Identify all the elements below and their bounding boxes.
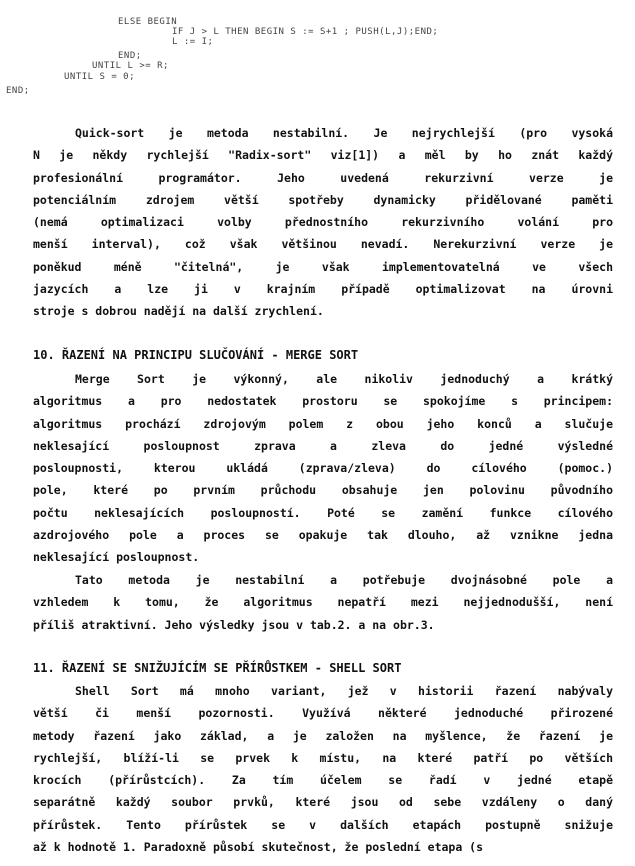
text-line: větší či menší pozornosti. Využívá některé jednoduché přirozené [33,706,613,721]
paragraph-merge-sort [33,368,613,569]
text-line: profesionální programátor. Jeho uvedená rekurzivní verze je [33,170,613,185]
section-heading-merge-sort: 10. ŘAZENÍ NA PRINCIPU SLUČOVÁNÍ - MERGE SORT [33,348,359,362]
text-line: (nemá optimalizaci volby přednostního rekurzivního volání pro [33,215,613,230]
text-line: krocích (přírůstcích). Za tím účelem se řadí v jedné etapě [33,773,613,788]
text-line: metody řazení jako základ, a je založen na myšlence, že řazení je [33,728,613,743]
paragraph-quicksort [33,122,613,323]
text-line: Shell Sort má mnoho variant, jež v historii řazení nabývaly [75,684,613,698]
text-line: Tato metoda je nestabilní a potřebuje dvojnásobné pole a [75,573,613,587]
text-line: neklesající posloupnost zprava a zleva do jedné výsledné [33,438,613,453]
text-line: počtu neklesajících posloupností. Poté se zamění funkce cílového [33,505,613,520]
code-line-3: L := I; [172,37,214,47]
text-line: menší interval), což však většinou nevadí. Nerekurzivní verze je [33,237,613,252]
text-line: stroje s dobrou nadějí na další zrychlení. [33,304,324,319]
code-line-2: IF J > L THEN BEGIN S := S+1 ; PUSH(L,J);END; [172,27,439,37]
paragraph-merge-sort-evaluation [33,569,613,636]
text-line: vzhledem k tomu, že algoritmus nepatří mezi nejjednodušší, není [33,595,613,610]
text-line: N je někdy rychlejší "Radix-sort" viz[1]) a měl by ho znát každý [33,148,613,163]
text-line: Quick-sort je metoda nestabilní. Je nejrychlejší (pro vysoká [75,126,613,140]
text-line: separátně každý soubor prvků, které jsou od sebe vzdáleny o daný [33,795,613,810]
text-line: přírůstek. Tento přírůstek se v dalších etapách postupně snižuje [33,817,613,832]
code-line-5: UNTIL L >= R; [92,61,169,71]
text-line: pole, které po prvním průchodu obsahuje jen polovinu původního [33,483,613,498]
text-line: azdrojového pole a proces se opakuje tak dlouho, až vznikne jedna [33,528,613,543]
section-heading-shell-sort: 11. ŘAZENÍ SE SNIŽUJÍCÍM SE PŘÍRŮSTKEM - SHELL SORT [33,661,402,675]
text-line: jazycích a lze ji v krajním případě optimalizovat na úrovni [33,282,613,297]
code-line-6: UNTIL S = 0; [64,72,136,82]
code-line-7: END; [6,86,30,96]
text-line: rychlejší, blíží-li se prvek k místu, na které patří po větších [33,750,613,765]
text-line: algoritmus a pro nedostatek prostoru se spokojíme s principem: [33,394,613,409]
text-line: poněkud méně "čitelná", je však implementovatelná ve všech [33,259,613,274]
text-line: algoritmus prochází zdrojovým polem z obou jeho konců a slučuje [33,416,613,431]
text-line: potenciálním zdrojem větší spotřeby dynamicky přidělované paměti [33,192,613,207]
code-line-1: ELSE BEGIN [118,17,178,27]
text-line: posloupnosti, kterou ukládá (zprava/zleva) do cílového (pomoc.) [33,461,613,476]
text-line: neklesající posloupnost. [33,550,200,565]
text-line: až k hodnotě 1. Paradoxně působí skutečnost, že poslední etapa (s [33,840,484,855]
paragraph-shell-sort [33,680,613,858]
text-line: Merge Sort je výkonný, ale nikoliv jednoduchý a krátký [75,372,613,386]
code-line-4: END; [118,51,142,61]
text-line: příliš atraktivní. Jeho výsledky jsou v tab.2. a na obr.3. [33,617,435,632]
